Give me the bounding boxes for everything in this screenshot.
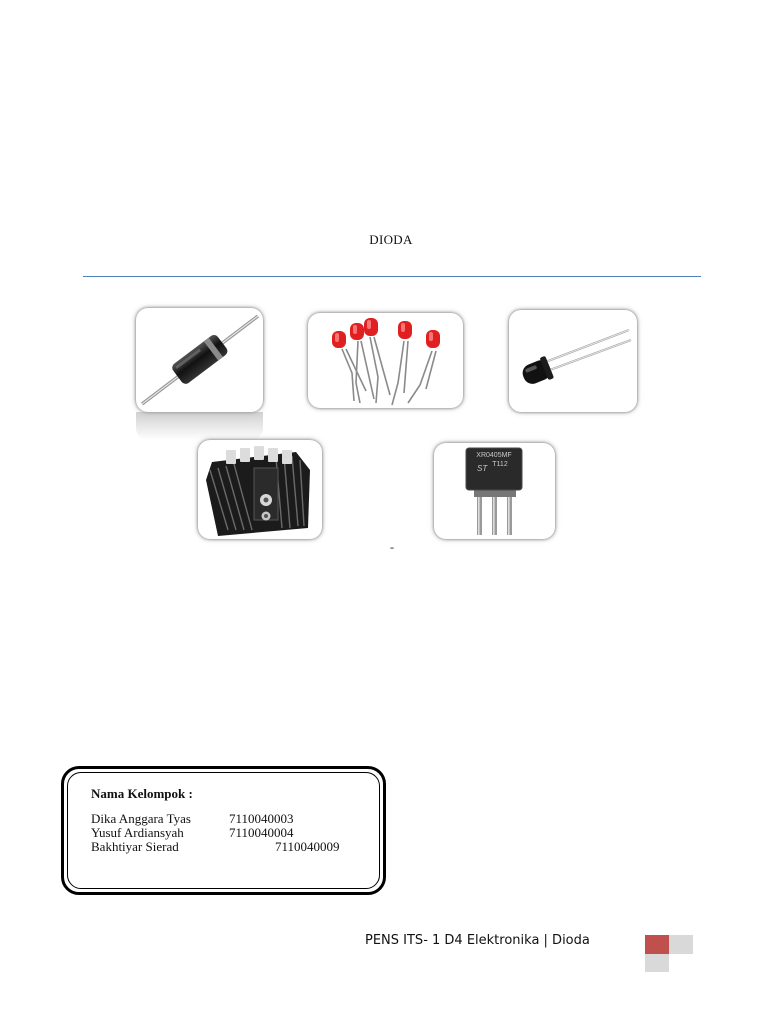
infrared-led-photo: [509, 310, 637, 412]
component-marking-line2: T112: [492, 461, 508, 468]
component-marking-line1: XR0405MF: [476, 452, 512, 459]
st-logo-icon: ST: [477, 464, 488, 473]
heatsink-diode-photo: [198, 440, 322, 539]
to92-component-photo: [434, 443, 555, 539]
member-nim: 7110040003: [229, 811, 294, 826]
member-name: Dika Anggara Tyas: [91, 811, 191, 826]
footer-light-square: [645, 954, 669, 972]
member-name: Bakhtiyar Sierad: [91, 839, 179, 854]
group-member-row: [91, 839, 340, 854]
group-heading: Nama Kelompok :: [91, 786, 193, 801]
group-member-row: [91, 811, 294, 826]
document-title: DIODA: [369, 232, 413, 247]
member-nim: 7110040004: [229, 825, 294, 840]
title-separator-line: [83, 276, 701, 277]
rectifier-diode-photo: [136, 308, 263, 412]
member-name: Yusuf Ardiansyah: [91, 825, 184, 840]
group-member-row: [91, 825, 294, 840]
member-nim: 7110040009: [275, 839, 340, 854]
footer-light-square: [669, 935, 693, 954]
footer-accent-square: [645, 935, 669, 954]
rectifier-diode-reflection: [136, 412, 263, 440]
page-footer-text: PENS ITS- 1 D4 Elektronika | Dioda: [365, 933, 590, 948]
red-leds-photo: [308, 313, 463, 408]
stray-dash: -: [390, 540, 394, 554]
